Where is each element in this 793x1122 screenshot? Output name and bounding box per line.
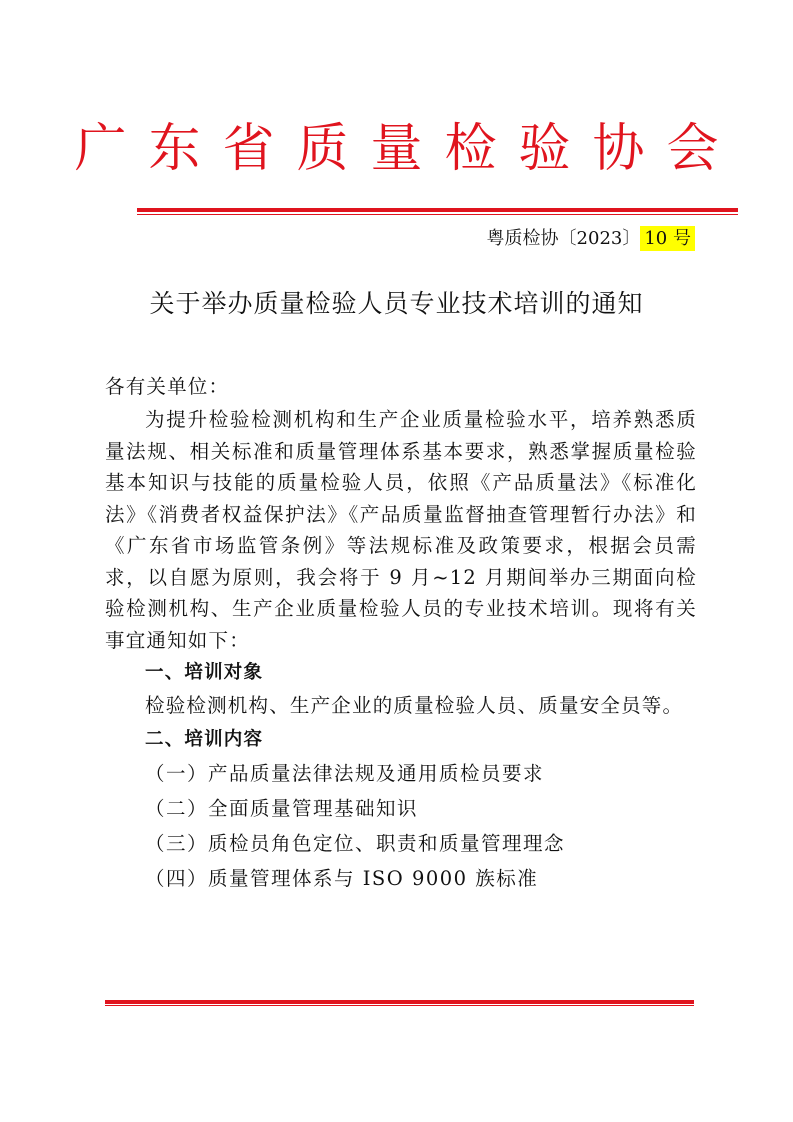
intro-paragraph: 为提升检验检测机构和生产企业质量检验水平，培养熟悉质量法规、相关标准和质量管理体系基本要求，熟悉掌握质量检验基本知识与技能的质量检验人员，依照《产品质量法》《标准化法》《消费者权益保护法》《产品质量监督抽查管理暂行办法》和《广东省市场监管条例》等法规标准及政策要求，根据会员需求，以自愿为原则，我会将于 9 月~12 月期间举办三期面向检验检测机构、生产企业质量检验人员的专业技术培训。现将有关事宜通知如下：	[105, 408, 697, 652]
section-heading-trainees: 一、培训对象	[145, 662, 264, 683]
list-item: （四）质量管理体系与 ISO 9000 族标准	[145, 867, 539, 890]
organization-header: 广东省质量检验协会	[74, 119, 741, 179]
document-number-highlight: 10 号	[640, 226, 695, 251]
list-item: （二）全面质量管理基础知识	[145, 797, 419, 820]
footer-divider-thin	[105, 1005, 694, 1006]
section-text-trainees: 检验检测机构、生产企业的质量检验人员、质量安全员等。	[145, 694, 684, 717]
header-divider-thin	[137, 214, 738, 215]
section-heading-content: 二、培训内容	[145, 729, 264, 750]
header-divider	[137, 208, 738, 216]
document-number	[487, 226, 695, 252]
list-item: （三）质检员角色定位、职责和质量管理理念	[145, 832, 566, 855]
list-item: （一）产品质量法律法规及通用质检员要求	[145, 762, 545, 785]
document-title: 关于举办质量检验人员专业技术培训的通知	[149, 289, 644, 318]
document-body	[105, 370, 697, 896]
header-divider-thick	[137, 208, 738, 212]
document-number-prefix: 粤质检协〔2023〕	[486, 228, 641, 249]
footer-divider-thick	[105, 1000, 694, 1004]
salutation: 各有关单位：	[105, 375, 230, 398]
footer-divider	[105, 1000, 694, 1007]
